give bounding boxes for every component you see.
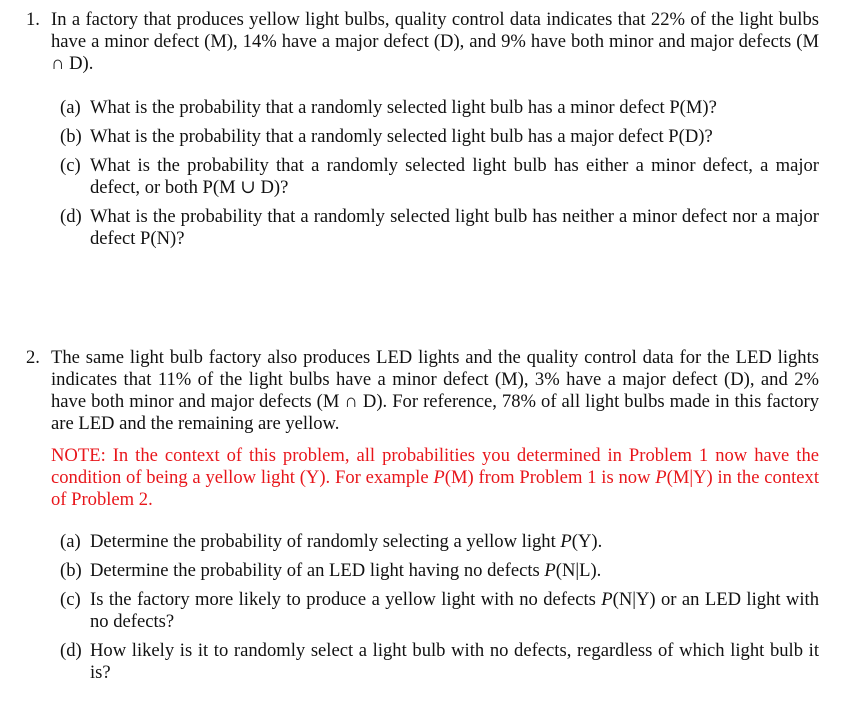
part-text-post: (N|Y) or an LED light with no defects? (90, 589, 819, 632)
part-item (51, 640, 819, 684)
note-text: NOTE: In the context of this problem, all probabilities you determined in Problem 1 now have the condition of being a yellow light (Y). For example (51, 445, 819, 488)
part-text-pre: Is the factory more likely to produce a yellow light with no defects (90, 589, 602, 610)
problem-number: 2. (26, 347, 40, 368)
part-item (51, 206, 819, 250)
problem-parts (0, 531, 847, 684)
problem-2 (0, 347, 847, 691)
part-label: (c) (60, 155, 81, 176)
prob-symbol: P (560, 531, 572, 552)
part-label: (a) (60, 531, 81, 552)
part-item (51, 155, 819, 199)
problem-note (51, 445, 819, 511)
part-text-pre: Determine the probability of randomly selecting a yellow light (90, 531, 561, 552)
problem-1 (0, 9, 847, 257)
problem-number: 1. (26, 9, 40, 30)
part-text: What is the probability that a randomly selected light bulb has a major defect P(D)? (90, 126, 713, 147)
part-label: (b) (60, 126, 82, 147)
note-text: (M) from Problem 1 is now (444, 467, 656, 488)
prob-symbol: P (544, 560, 556, 581)
part-text (90, 560, 819, 582)
part-text-post: (Y). (571, 531, 603, 552)
part-text-pre: How likely is it to randomly select a light bulb with no defects, regardless of which light bulb it is? (90, 640, 819, 683)
part-label: (a) (60, 97, 81, 118)
part-item (51, 560, 819, 582)
part-text (90, 531, 819, 553)
part-text-post: (N|L). (555, 560, 602, 581)
part-label: (b) (60, 560, 82, 581)
part-item (51, 531, 819, 553)
part-text: What is the probability that a randomly selected light bulb has a minor defect P(M)? (90, 97, 717, 118)
part-label: (c) (60, 589, 81, 610)
note-prob-symbol: P (655, 467, 667, 488)
part-item (51, 126, 819, 148)
part-text: What is the probability that a randomly selected light bulb has either a minor defect, a major defect, or both P(M ∪ D)? (90, 155, 819, 198)
part-item (51, 589, 819, 633)
problem-stem: The same light bulb factory also produces LED lights and the quality control data for the LED lights indicates that 11% of the light bulbs have a minor defect (M), 3% have a major defect (D), and 2% have both minor and major defects (M ∩ D). For reference, 78% of all light bulbs made in this factory are LED and the remaining are yellow. (51, 347, 819, 434)
problem-stem: In a factory that produces yellow light bulbs, quality control data indicates that 22% of the light bulbs have a minor defect (M), 14% have a major defect (D), and 9% have both minor and major defects (M ∩ D). (51, 9, 819, 74)
part-label: (d) (60, 206, 82, 227)
part-item (51, 97, 819, 119)
note-prob-symbol: P (433, 467, 445, 488)
problem-parts (0, 97, 847, 250)
note-text: (M|Y) in the context of Problem 2. (51, 467, 820, 510)
part-text-pre: Determine the probability of an LED light having no defects (90, 560, 545, 581)
part-text (90, 640, 819, 684)
prob-symbol: P (601, 589, 613, 610)
part-label: (d) (60, 640, 82, 661)
part-text: What is the probability that a randomly selected light bulb has neither a minor defect nor a major defect P(N)? (90, 206, 819, 249)
part-text (90, 589, 819, 633)
